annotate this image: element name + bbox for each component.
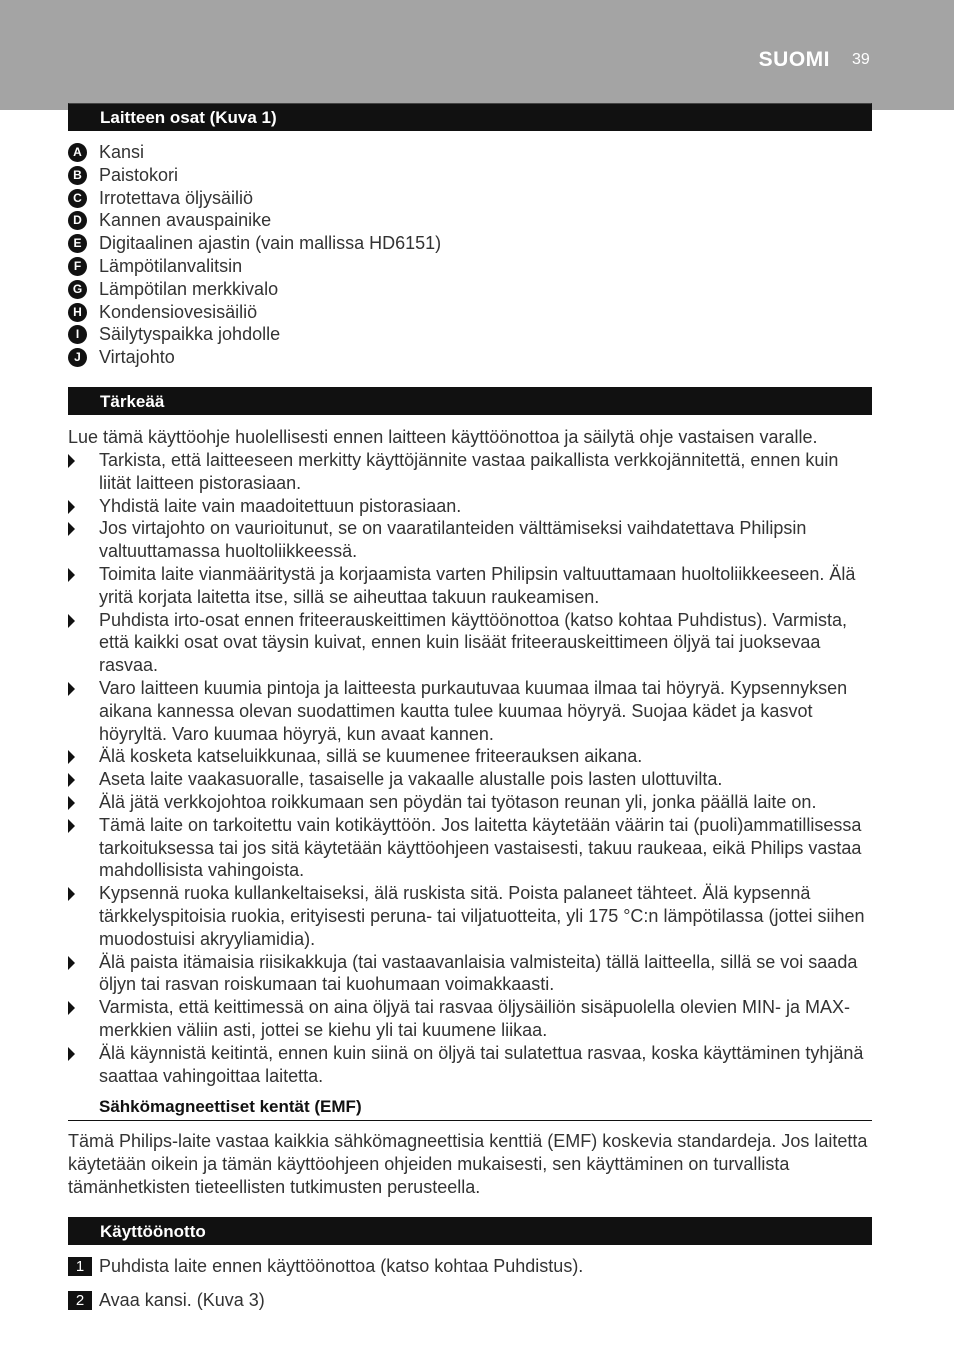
bullet-arrow-icon — [68, 500, 75, 514]
bullet-arrow-icon — [68, 796, 75, 810]
list-item — [68, 768, 874, 791]
step-number-badge: 1 — [68, 1257, 92, 1276]
bullet-arrow-icon — [68, 614, 75, 628]
letter-badge: G — [68, 280, 87, 299]
bullet-text: Puhdista irto-osat ennen friteerauskeittimen käyttöönottoa (katso kohtaa Puhdistus). Varmista, että kaikki osat ovat täysin kuivat, ennen kuin lisäät friteerauskeittimeen öljyä tai juoksevaa rasvaa. — [99, 609, 848, 676]
list-item — [68, 255, 441, 278]
emf-paragraph: Tämä Philips-laite vastaa kaikkia sähkömagneettisia kenttiä (EMF) koskevia standardeja. Jos laitetta käytetään oikein ja tämän käyttöohjeen ohjeiden mukaisesti, sen käyttäminen on turvallista tämänhetkisten tieteellisten tutkimusten perusteella. — [68, 1131, 868, 1197]
part-label: Kondensiovesisäiliö — [99, 301, 258, 322]
list-item — [68, 882, 874, 950]
list-item — [68, 141, 441, 164]
list-item — [68, 232, 441, 255]
letter-badge: H — [68, 303, 87, 322]
part-label: Lämpötilanvalitsin — [99, 255, 243, 276]
bullet-text: Varmista, että keittimessä on aina öljyä tai rasvaa öljysäiliön sisäpuolella olevien MIN- ja MAX-merkkien väliin asti, jottei se kiehu yli tai kuumene liikaa. — [99, 997, 850, 1040]
list-item — [68, 609, 874, 677]
list-item — [68, 677, 874, 745]
list-item — [68, 323, 441, 346]
bullet-arrow-icon — [68, 568, 75, 582]
list-item — [68, 814, 874, 882]
step-text: Avaa kansi. (Kuva 3) — [99, 1290, 265, 1310]
bullet-arrow-icon — [68, 956, 75, 970]
letter-badge: A — [68, 143, 87, 162]
section-header-emf: Sähkömagneettiset kentät (EMF) — [68, 1096, 872, 1121]
bullet-text: Älä paista itämaisia riisikakkuja (tai vastaavanlaisia valmisteita) tällä laitteella, sillä se voi saada öljyn tai rasvan roiskumaan tai kuohumaan voimakkaasti. — [99, 951, 858, 995]
list-item — [68, 278, 441, 301]
section-header-first-use: Käyttöönotto — [68, 1217, 872, 1245]
letter-badge: D — [68, 211, 87, 230]
step-2 — [68, 1289, 265, 1312]
list-item — [68, 449, 874, 495]
language-label: SUOMI — [758, 48, 830, 71]
bullet-text: Kypsennä ruoka kullankeltaiseksi, älä ruskista sitä. Poista palaneet tähteet. Älä kypsennä tärkkelyspitoisia ruokia, erityisesti peruna- tai viljatuotteita, yli 175 °C:n lämpötilassa (jottei siihen muodostuisi akryyliamidia). — [99, 883, 865, 949]
safety-bullet-list — [68, 449, 874, 1087]
bullet-arrow-icon — [68, 773, 75, 787]
list-item — [68, 517, 874, 563]
list-item — [68, 951, 874, 997]
bullet-text: Jos virtajohto on vaurioitunut, se on vaaratilanteiden välttämiseksi vaihdatettava Philipsin valtuuttamassa huoltoliikkeessä. — [99, 518, 807, 562]
bullet-arrow-icon — [68, 454, 75, 468]
letter-badge: B — [68, 166, 87, 185]
list-item — [68, 563, 874, 609]
list-item — [68, 346, 441, 369]
bullet-text: Tämä laite on tarkoitettu vain kotikäyttöön. Jos laitetta käytetään väärin tai (puoli)ammatillisessa tarkoituksessa tai jos sitä käytetään käyttöohjeen vastaisesti, takuu raukeaa, eikä Philips vastaa mahdollisista vahingoista. — [99, 814, 862, 881]
step-text: Puhdista laite ennen käyttöönottoa (katso kohtaa Puhdistus). — [99, 1256, 584, 1276]
bullet-text: Yhdistä laite vain maadoitettuun pistorasiaan. — [99, 495, 462, 516]
step-1 — [68, 1255, 583, 1278]
page-number: 39 — [852, 51, 870, 68]
list-item — [68, 495, 874, 518]
list-item — [68, 745, 874, 768]
bullet-arrow-icon — [68, 887, 75, 901]
bullet-arrow-icon — [68, 819, 75, 833]
step-number-badge: 2 — [68, 1291, 92, 1310]
list-item — [68, 996, 874, 1042]
bullet-arrow-icon — [68, 1047, 75, 1061]
letter-badge: C — [68, 189, 87, 208]
part-label: Irrotettava öljysäiliö — [99, 187, 254, 208]
bullet-text: Tarkista, että laitteeseen merkitty käyttöjännite vastaa paikallista verkkojännitettä, ennen kuin liität laitteen pistorasiaan. — [99, 450, 839, 493]
part-label: Digitaalinen ajastin (vain mallissa HD6151) — [99, 233, 442, 254]
letter-badge: F — [68, 257, 87, 276]
list-item — [68, 1042, 874, 1088]
section-header-important: Tärkeää — [68, 387, 872, 415]
bullet-text: Älä kosketa katseluikkunaa, sillä se kuumenee friteerauksen aikana. — [99, 746, 643, 767]
bullet-text: Älä käynnistä keitintä, ennen kuin siinä on öljyä tai sulatettua rasvaa, koska käyttäminen tyhjänä saattaa vahingoittaa laitetta. — [99, 1042, 864, 1086]
bullet-arrow-icon — [68, 682, 75, 696]
list-item — [68, 301, 441, 324]
letter-badge: J — [68, 348, 87, 367]
bullet-text: Älä jätä verkkojohtoa roikkumaan sen pöydän tai työtason reunan yli, jonka päällä laite on. — [99, 791, 817, 812]
part-label: Kannen avauspainike — [99, 210, 272, 231]
bullet-arrow-icon — [68, 750, 75, 764]
bullet-text: Aseta laite vaakasuoralle, tasaiselle ja vakaalle alustalle pois lasten ulottuvilta. — [99, 769, 723, 790]
letter-badge: E — [68, 234, 87, 253]
important-intro: Lue tämä käyttöohje huolellisesti ennen laitteen käyttöönottoa ja säilytä ohje vastaisen varalle. — [68, 427, 818, 447]
page-header-bar — [0, 0, 954, 110]
bullet-arrow-icon — [68, 1001, 75, 1015]
part-label: Säilytyspaikka johdolle — [99, 324, 281, 345]
bullet-text: Toimita laite vianmääritystä ja korjaamista varten Philipsin valtuuttamaan huoltoliikkeeseen. Älä yritä korjata laitetta itse, sillä se aiheuttaa takuun raukeamisen. — [99, 563, 856, 607]
part-label: Paistokori — [99, 164, 179, 185]
section-header-parts: Laitteen osat (Kuva 1) — [68, 103, 872, 131]
list-item — [68, 187, 441, 210]
list-item — [68, 209, 441, 232]
bullet-arrow-icon — [68, 522, 75, 536]
letter-badge: I — [68, 325, 87, 344]
part-label: Kansi — [99, 142, 145, 162]
part-label: Lämpötilan merkkivalo — [99, 278, 279, 299]
bullet-text: Varo laitteen kuumia pintoja ja laitteesta purkautuvaa kuumaa ilmaa tai höyryä. Kypsennyksen aikana kannessa olevan suodattimen kautta tulee kuumaa höyryä. Suojaa kädet ja kasvot höyryltä. Varo kuumaa höyryä, kun avaat kannen. — [99, 677, 848, 744]
part-label: Virtajohto — [99, 347, 175, 368]
parts-list — [68, 141, 441, 369]
list-item — [68, 164, 441, 187]
list-item — [68, 791, 874, 814]
